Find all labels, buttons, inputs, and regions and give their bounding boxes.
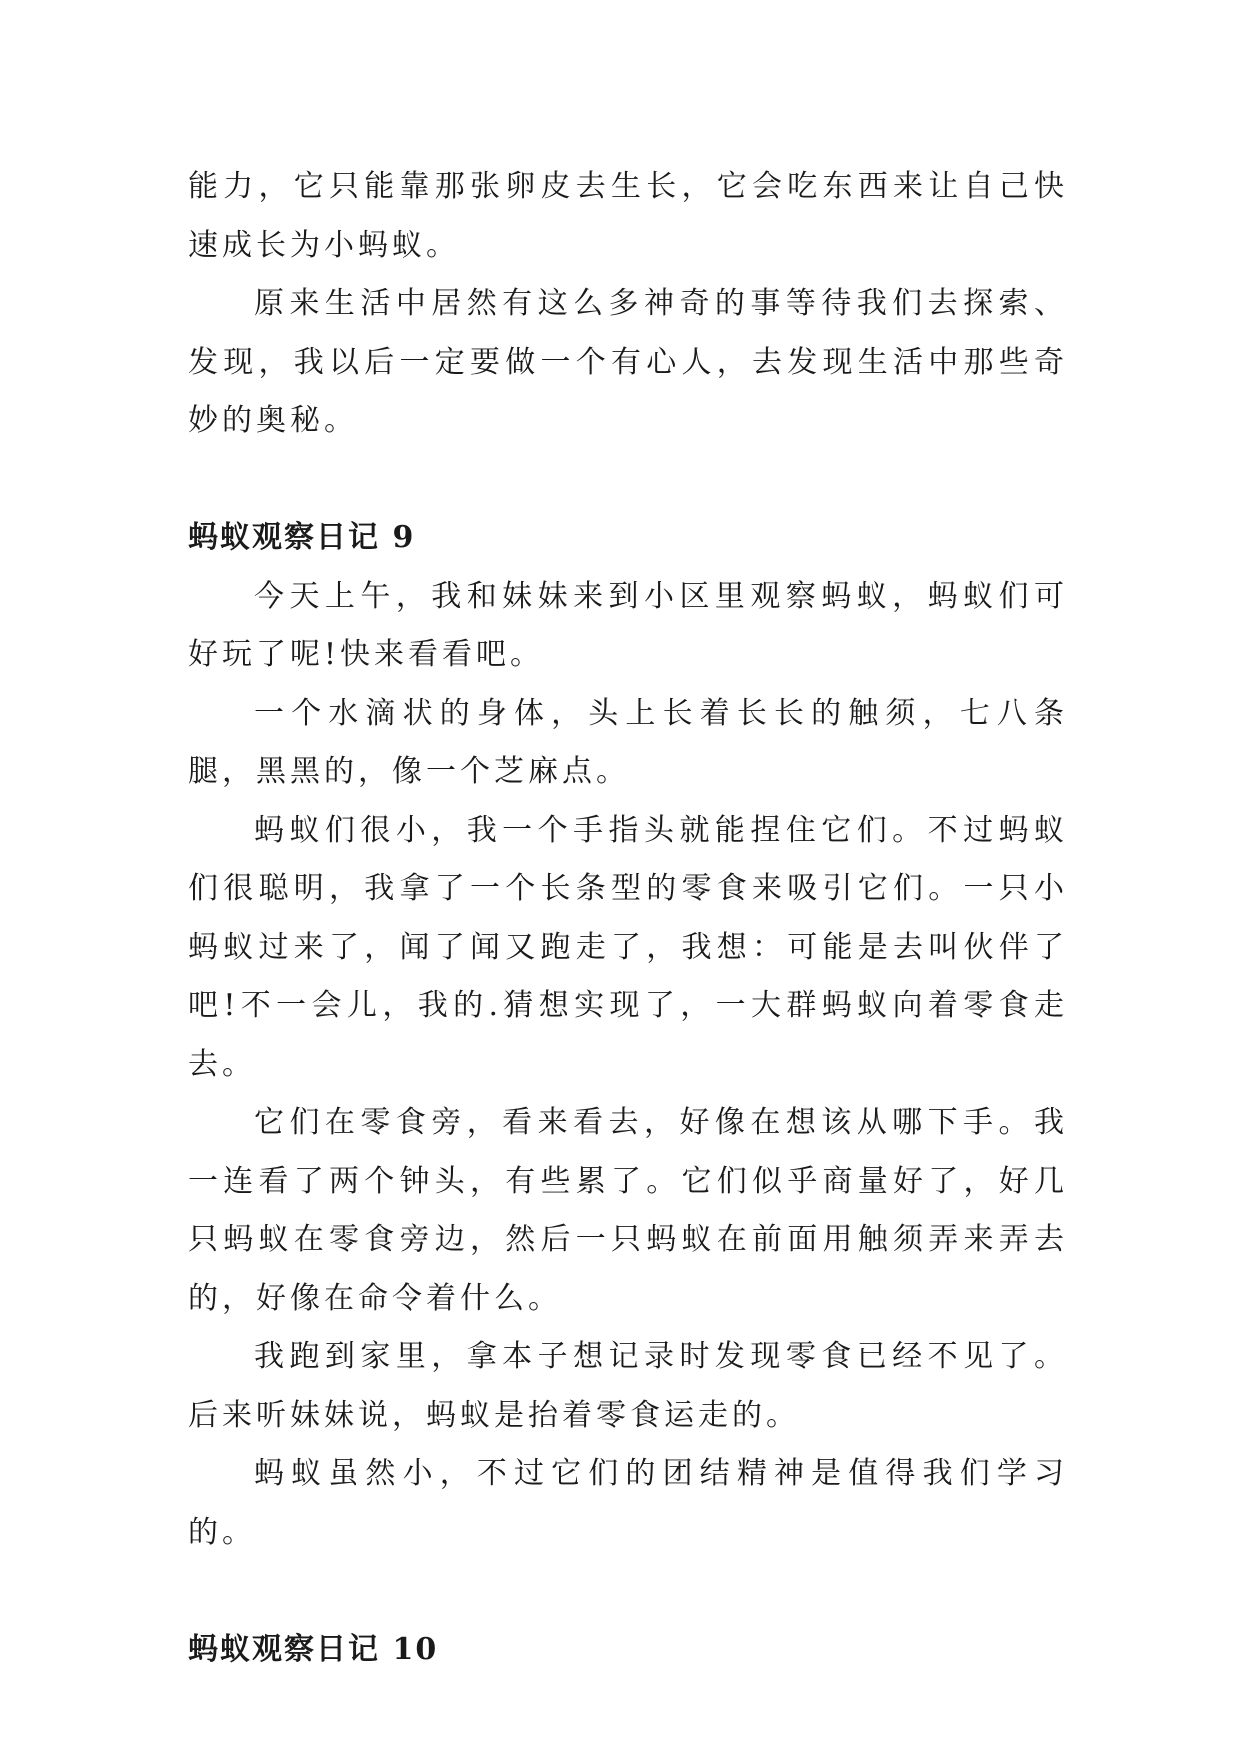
paragraph: 我跑到家里，拿本子想记录时发现零食已经不见了。后来听妹妹说，蚂蚁是抬着零食运走的。: [188, 1339, 1068, 1433]
section-heading-diary-10: 蚂蚁观察日记 10: [188, 1631, 439, 1667]
spacer: [188, 1562, 1068, 1621]
paragraph: 蚂蚁虽然小，不过它们的团结精神是值得我们学习的。: [188, 1456, 1068, 1550]
section-heading-diary-9: 蚂蚁观察日记 9: [188, 520, 416, 555]
paragraph-conclusion: 原来生活中居然有这么多神奇的事等待我们去探索、发现，我以后一定要做一个有心人，去发现生活中那些奇妙的奥秘。: [188, 286, 1068, 438]
paragraph: 今天上午，我和妹妹来到小区里观察蚂蚁，蚂蚁们可好玩了呢!快来看看吧。: [188, 578, 1068, 672]
paragraph: 它们在零食旁，看来看去，好像在想该从哪下手。我一连看了两个钟头，有些累了。它们似乎商量好了，好几只蚂蚁在零食旁边，然后一只蚂蚁在前面用触须弄来弄去的，好像在命令着什么。: [188, 1105, 1068, 1316]
paragraph: 蚂蚁们很小，我一个手指头就能捏住它们。不过蚂蚁们很聪明，我拿了一个长条型的零食来吸引它们。一只小蚂蚁过来了，闻了闻又跑走了，我想：可能是去叫伙伴了吧!不一会儿，我的.猜想实现了，一大群蚂蚁向着零食走去。: [188, 812, 1068, 1082]
document-body: [188, 158, 1068, 1679]
paragraph-continuation: 能力，它只能靠那张卵皮去生长，它会吃东西来让自己快速成长为小蚂蚁。: [188, 169, 1068, 263]
spacer: [188, 451, 1068, 510]
paragraph: 一个水滴状的身体，头上长着长长的触须，七八条腿，黑黑的，像一个芝麻点。: [188, 695, 1068, 789]
